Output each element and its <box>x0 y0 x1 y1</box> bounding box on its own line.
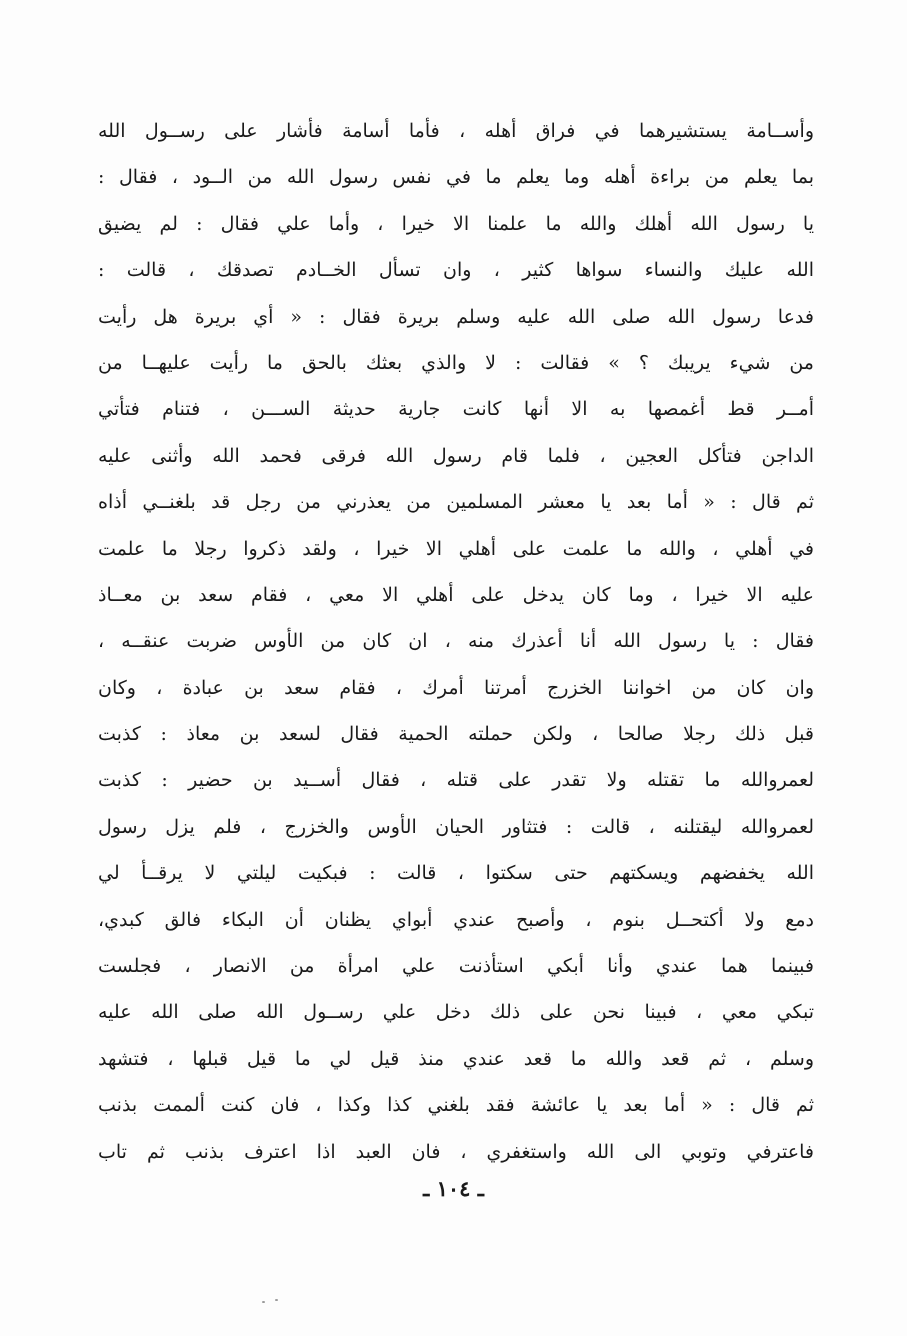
text-line: فقال : يا رسول الله أنا أعذرك منه ، ان كان من الأوس ضربت عنقــه ، <box>98 630 814 653</box>
text-line: لعمروالله ليقتلنه ، قالت : فتثاور الحيان الأوس والخزرج ، فلم يزل رسول <box>98 815 814 838</box>
text-line: الله يخفضهم ويسكتهم حتى سكتوا ، قالت : فبكيت ليلتي لا يرقــأ لي <box>98 862 814 885</box>
text-line: في أهلي ، والله ما علمت على أهلي الا خيرا ، ولقد ذكروا رجلا ما علمت <box>98 537 814 560</box>
text-line: دمع ولا أكتحــل بنوم ، وأصبح عندي أبواي يظنان أن البكاء فالق كبدي، <box>98 908 814 931</box>
text-line: تبكي معي ، فبينا نحن على ذلك دخل علي رســول الله صلى الله عليه <box>98 1001 814 1024</box>
text-line: بما يعلم من براءة أهله وما يعلم ما في نفس رسول الله من الــود ، فقال : <box>98 166 814 189</box>
text-line: ثم قال : « أما بعد يا عائشة فقد بلغني كذا وكذا ، فان كنت ألممت بذنب <box>98 1094 814 1117</box>
text-line: فبينما هما عندي وأنا أبكي استأذنت علي امرأة من الانصار ، فجلست <box>98 955 814 978</box>
arabic-text-block <box>98 108 814 1175</box>
text-line: فدعا رسول الله صلى الله عليه وسلم بريرة فقال : « أي بريرة هل رأيت <box>98 305 814 328</box>
text-line: يا رسول الله أهلك والله ما علمنا الا خيرا ، وأما علي فقال : لم يضيق <box>98 212 814 235</box>
text-line: قبل ذلك رجلا صالحا ، ولكن حملته الحمية فقال لسعد بن معاذ : كذبت <box>98 723 814 746</box>
text-line: وأســامة يستشيرهما في فراق أهله ، فأما أسامة فأشار على رســول الله <box>98 120 814 142</box>
page-number: ـ ١٠٤ ـ <box>423 1176 484 1201</box>
text-line: الله عليك والنساء سواها كثير ، وان تسأل الخــادم تصدقك ، قالت : <box>98 259 814 282</box>
text-line: وسلم ، ثم قعد والله ما قعد عندي منذ قيل لي ما قيل قبلها ، فتشهد <box>98 1047 814 1070</box>
text-line: الداجن فتأكل العجين ، فلما قام رسول الله فرقى فحمد الله وأثنى عليه <box>98 444 814 467</box>
text-line: لعمروالله ما تقتله ولا تقدر على قتله ، فقال أســيد بن حضير : كذبت <box>98 769 814 792</box>
text-line: أمــر قط أغمصها به الا أنها كانت جارية حديثة الســـن ، فتنام فتأتي <box>98 398 814 421</box>
scan-speck <box>275 1299 278 1301</box>
text-line: وان كان من اخواننا الخزرج أمرتنا أمرك ، فقام سعد بن عبادة ، وكان <box>98 676 814 699</box>
text-line: من شيء يريبك ؟ » فقالت : لا والذي بعثك بالحق ما رأيت عليهــا من <box>98 351 814 374</box>
text-line: عليه الا خيرا ، وما كان يدخل على أهلي الا معي ، فقام سعد بن معــاذ <box>98 583 814 606</box>
text-line: ثم قال : « أما بعد يا معشر المسلمين من يعذرني من رجل قد بلغنــي أذاه <box>98 491 814 514</box>
text-line: فاعترفي وتوبي الى الله واستغفري ، فان العبد اذا اعترف بذنب ثم تاب <box>98 1140 814 1163</box>
scan-speck <box>262 1301 265 1303</box>
